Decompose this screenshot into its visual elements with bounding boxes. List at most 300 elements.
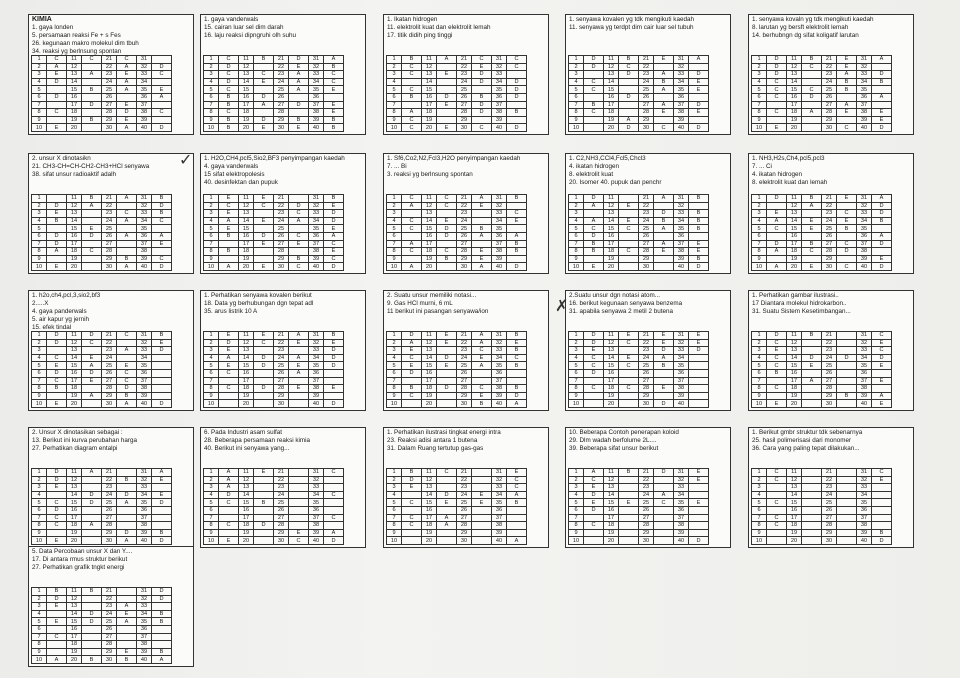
answer-letter (82, 484, 102, 492)
answer-letter: E (472, 491, 492, 499)
subject-title: KIMIA (32, 16, 52, 23)
answer-row (387, 400, 527, 408)
question-note: 2. Suatu unsur memiliki notasi... (387, 292, 477, 299)
question-number: 16 (67, 626, 82, 634)
answer-card (565, 290, 731, 411)
answer-row (569, 94, 709, 102)
question-number: 40 (857, 537, 872, 545)
answer-letter (619, 347, 639, 355)
question-number: 2 (32, 595, 47, 603)
answer-letter (802, 537, 822, 545)
answer-row (204, 392, 344, 400)
answer-letter: D (689, 347, 709, 355)
question-note: 8. elektrolit kuat dan lemah (752, 179, 828, 187)
answer-letter (437, 392, 457, 400)
answer-letter: E (437, 101, 457, 109)
question-number: 30 (102, 263, 117, 271)
answer-letter (802, 522, 822, 530)
answer-letter: C (767, 86, 787, 94)
answer-letter (254, 347, 274, 355)
hand-tick-mark: ✓ (179, 150, 193, 169)
question-number: 38 (674, 109, 689, 117)
answer-letter: A (219, 469, 239, 477)
question-number: 17 (67, 514, 82, 522)
answer-letter: D (47, 332, 67, 340)
answer-row (569, 347, 709, 355)
question-number: 37 (674, 240, 689, 248)
answer-letter (82, 476, 102, 484)
answer-letter (254, 400, 274, 408)
answer-letter: B (324, 195, 344, 203)
answer-letter: C (472, 385, 492, 393)
question-number: 13 (604, 347, 619, 355)
answer-letter (152, 626, 172, 634)
question-number: 38 (492, 248, 507, 256)
question-number: 13 (422, 484, 437, 492)
answer-letter: B (584, 240, 604, 248)
question-number: 29 (102, 116, 117, 124)
question-number: 3 (204, 71, 219, 79)
answer-letter: D (472, 101, 492, 109)
answer-letter: A (472, 339, 492, 347)
answer-letter (872, 514, 892, 522)
answer-row (204, 476, 344, 484)
answer-letter: B (619, 56, 639, 64)
question-number: 35 (137, 618, 152, 626)
answer-letter (507, 116, 527, 124)
question-number: 28 (457, 522, 472, 530)
answer-row (752, 476, 892, 484)
answer-letter: E (219, 332, 239, 340)
question-number: 19 (422, 529, 437, 537)
question-number: 8 (752, 109, 767, 117)
question-number: 14 (422, 491, 437, 499)
question-number: 15 (67, 362, 82, 370)
question-number: 6 (387, 94, 402, 102)
question-number: 7 (204, 377, 219, 385)
answer-letter: B (507, 362, 527, 370)
question-number: 10 (204, 124, 219, 132)
answer-letter: C (507, 63, 527, 71)
answer-row (204, 514, 344, 522)
question-number: 34 (492, 78, 507, 86)
answer-letter (872, 248, 892, 256)
answer-row (569, 537, 709, 545)
question-number: 16 (787, 94, 802, 102)
answer-row (32, 195, 172, 203)
answer-letter (689, 116, 709, 124)
answer-letter: D (767, 240, 787, 248)
answer-letter (437, 400, 457, 408)
question-number: 39 (674, 529, 689, 537)
answer-letter: C (802, 86, 822, 94)
question-number: 31 (674, 469, 689, 477)
answer-letter (117, 507, 137, 515)
answer-letter (472, 529, 492, 537)
question-number: 33 (492, 210, 507, 218)
question-number: 4 (387, 354, 402, 362)
answer-letter (689, 522, 709, 530)
answer-letter: D (472, 109, 492, 117)
question-number: 2 (387, 476, 402, 484)
question-number: 21 (457, 332, 472, 340)
answer-row (32, 469, 172, 477)
answer-letter (802, 71, 822, 79)
question-number: 28 (102, 522, 117, 530)
answer-row (569, 484, 709, 492)
question-number: 3 (569, 210, 584, 218)
question-number: 27 (639, 240, 654, 248)
answer-letter (47, 116, 67, 124)
answer-letter: D (152, 595, 172, 603)
question-number: 38 (137, 385, 152, 393)
answer-letter (254, 514, 274, 522)
question-number: 2 (32, 202, 47, 210)
question-number: 17 (67, 633, 82, 641)
question-number: 20 (67, 124, 82, 132)
answer-letter: C (289, 263, 309, 271)
question-note: 1. gaya londen (32, 24, 74, 32)
answer-letter (437, 86, 457, 94)
question-number: 37 (137, 633, 152, 641)
answer-letter: E (47, 484, 67, 492)
answer-letter (219, 240, 239, 248)
answer-letter (619, 392, 639, 400)
question-number: 30 (639, 263, 654, 271)
answer-letter: C (767, 514, 787, 522)
question-number: 39 (492, 529, 507, 537)
answer-letter: B (837, 392, 857, 400)
answer-letter: C (324, 78, 344, 86)
question-number: 30 (639, 400, 654, 408)
answer-letter: B (689, 225, 709, 233)
question-number: 30 (457, 263, 472, 271)
question-number: 23 (102, 210, 117, 218)
question-number: 35 (309, 86, 324, 94)
question-number: 34 (137, 78, 152, 86)
question-note: 21. CH3-CH=CH-CH2-CH3+HCl senyawa (32, 163, 150, 171)
answer-letter (324, 507, 344, 515)
answer-letter (872, 507, 892, 515)
question-note: 10. Beberapa Contoh penerapan koloid (569, 429, 679, 436)
answer-letter: C (619, 63, 639, 71)
answer-letter: A (289, 354, 309, 362)
answer-letter (289, 347, 309, 355)
answer-letter (437, 507, 457, 515)
answer-row (752, 400, 892, 408)
answer-letter (47, 225, 67, 233)
question-number: 21 (639, 332, 654, 340)
answer-letter: A (689, 56, 709, 64)
answer-letter: C (437, 202, 457, 210)
question-number: 35 (492, 225, 507, 233)
answer-letter (654, 116, 674, 124)
question-number: 24 (457, 78, 472, 86)
question-number: 37 (492, 377, 507, 385)
question-note: 40. Berikut ini senyawa yang... (204, 445, 290, 453)
answer-letter (219, 507, 239, 515)
question-number: 30 (822, 537, 837, 545)
answer-letter (254, 210, 274, 218)
question-note: 39. Beberapa sifat unsur berikut (569, 445, 659, 453)
answer-letter: E (47, 124, 67, 132)
answer-row (204, 116, 344, 124)
answer-row (569, 202, 709, 210)
question-number: 5 (32, 618, 47, 626)
question-number: 20 (604, 124, 619, 132)
answer-letter (802, 529, 822, 537)
question-number: 4 (32, 491, 47, 499)
question-number: 30 (639, 124, 654, 132)
answer-row (32, 263, 172, 271)
answer-letter: C (117, 377, 137, 385)
answer-row (569, 56, 709, 64)
question-number: 12 (787, 339, 802, 347)
answer-letter (289, 507, 309, 515)
question-number: 12 (67, 202, 82, 210)
question-number: 30 (457, 537, 472, 545)
question-number: 31 (492, 195, 507, 203)
answer-letter: A (152, 94, 172, 102)
answer-letter: C (837, 240, 857, 248)
answer-letter (117, 595, 137, 603)
answer-letter: C (507, 56, 527, 64)
question-number: 15 (239, 86, 254, 94)
question-number: 4 (204, 354, 219, 362)
answer-letter (47, 529, 67, 537)
question-number: 35 (137, 362, 152, 370)
answer-letter: C (767, 354, 787, 362)
answer-grid (751, 331, 892, 408)
answer-row (752, 469, 892, 477)
question-number: 8 (752, 248, 767, 256)
question-number: 21 (274, 332, 289, 340)
answer-row (32, 240, 172, 248)
answer-row (32, 248, 172, 256)
question-number: 4 (204, 217, 219, 225)
answer-letter (152, 522, 172, 530)
answer-letter: D (872, 240, 892, 248)
answer-letter (872, 484, 892, 492)
answer-row (569, 514, 709, 522)
question-number: 14 (67, 354, 82, 362)
question-number: 40 (492, 400, 507, 408)
answer-row (32, 63, 172, 71)
answer-card (28, 290, 194, 411)
answer-letter: C (472, 56, 492, 64)
answer-letter: E (324, 339, 344, 347)
answer-row (32, 618, 172, 626)
answer-letter: E (767, 124, 787, 132)
answer-grid (203, 194, 344, 271)
answer-row (387, 248, 527, 256)
answer-letter: B (82, 195, 102, 203)
answer-row (32, 78, 172, 86)
answer-letter: B (219, 101, 239, 109)
answer-letter: D (507, 124, 527, 132)
answer-letter: C (254, 339, 274, 347)
question-number: 26 (639, 507, 654, 515)
question-number: 12 (787, 476, 802, 484)
question-note: 35. arus listrik 10 A (204, 308, 258, 316)
answer-letter (254, 507, 274, 515)
question-number: 32 (674, 476, 689, 484)
answer-row (32, 648, 172, 656)
answer-letter (837, 94, 857, 102)
question-number: 29 (639, 529, 654, 537)
question-number: 38 (137, 248, 152, 256)
question-number: 19 (604, 255, 619, 263)
answer-row (752, 529, 892, 537)
question-number: 34 (674, 354, 689, 362)
question-number: 11 (67, 195, 82, 203)
answer-row (204, 86, 344, 94)
question-number: 8 (569, 109, 584, 117)
question-note: 27. Perhatikan diagram entalpi (32, 445, 118, 453)
question-number: 26 (102, 94, 117, 102)
answer-row (569, 354, 709, 362)
question-number: 32 (309, 202, 324, 210)
answer-letter (254, 63, 274, 71)
question-number: 14 (787, 491, 802, 499)
answer-letter: E (152, 476, 172, 484)
answer-row (387, 537, 527, 545)
answer-card (28, 427, 194, 548)
question-number: 38 (137, 109, 152, 117)
question-number: 38 (674, 248, 689, 256)
question-number: 33 (137, 347, 152, 355)
question-number: 15 (239, 225, 254, 233)
answer-letter (689, 484, 709, 492)
question-number: 4 (569, 491, 584, 499)
answer-letter (117, 588, 137, 596)
question-number: 31 (309, 469, 324, 477)
question-number: 3 (752, 71, 767, 79)
answer-row (204, 225, 344, 233)
question-number: 22 (102, 339, 117, 347)
answer-letter: E (837, 195, 857, 203)
answer-letter (619, 109, 639, 117)
question-number: 36 (309, 507, 324, 515)
question-number: 20 (67, 537, 82, 545)
answer-row (204, 362, 344, 370)
question-number: 35 (492, 86, 507, 94)
answer-letter: B (507, 385, 527, 393)
question-number: 12 (422, 476, 437, 484)
answer-row (387, 476, 527, 484)
answer-letter (619, 377, 639, 385)
answer-row (387, 347, 527, 355)
question-note: 23. Reaksi adisi antara 1 butena (387, 437, 478, 445)
question-number: 40 (857, 124, 872, 132)
question-number: 34 (309, 354, 324, 362)
question-number: 40 (857, 400, 872, 408)
answer-letter (47, 641, 67, 649)
question-number: 7 (752, 514, 767, 522)
answer-row (752, 124, 892, 132)
answer-row (569, 255, 709, 263)
answer-letter (767, 116, 787, 124)
question-number: 11 (604, 56, 619, 64)
answer-letter (402, 507, 422, 515)
answer-letter: E (654, 109, 674, 117)
question-number: 17 (239, 101, 254, 109)
answer-row (752, 63, 892, 71)
answer-letter (507, 202, 527, 210)
question-number: 10 (32, 400, 47, 408)
answer-letter: E (584, 484, 604, 492)
answer-letter: C (47, 354, 67, 362)
answer-letter (507, 529, 527, 537)
answer-letter: B (654, 78, 674, 86)
question-number: 33 (674, 71, 689, 79)
answer-letter (47, 347, 67, 355)
question-number: 9 (387, 529, 402, 537)
question-number: 20 (787, 263, 802, 271)
answer-letter (289, 469, 309, 477)
question-number: 17 (422, 240, 437, 248)
question-number: 34 (309, 78, 324, 86)
question-number: 37 (309, 514, 324, 522)
question-number: 21 (102, 56, 117, 64)
answer-letter: D (254, 233, 274, 241)
question-number: 39 (137, 116, 152, 124)
answer-grid (203, 468, 344, 545)
answer-card (565, 427, 731, 548)
question-number: 21 (274, 195, 289, 203)
question-number: 38 (309, 522, 324, 530)
question-number: 19 (604, 116, 619, 124)
answer-row (204, 469, 344, 477)
answer-letter (254, 529, 274, 537)
answer-letter (47, 626, 67, 634)
answer-letter: A (82, 362, 102, 370)
answer-letter: B (402, 94, 422, 102)
answer-row (32, 255, 172, 263)
question-number: 39 (492, 392, 507, 400)
answer-letter: D (837, 248, 857, 256)
question-number: 29 (274, 255, 289, 263)
answer-letter (654, 529, 674, 537)
question-number: 34 (492, 354, 507, 362)
question-number: 13 (604, 210, 619, 218)
answer-letter (802, 124, 822, 132)
answer-letter (654, 263, 674, 271)
answer-row (32, 339, 172, 347)
answer-letter: A (82, 202, 102, 210)
answer-row (569, 63, 709, 71)
answer-letter: D (219, 491, 239, 499)
question-note: 1. C2,NH3,CCl4,Fcl5,Chcl3 (569, 155, 646, 162)
answer-letter: A (654, 354, 674, 362)
question-number: 32 (137, 595, 152, 603)
question-number: 24 (102, 354, 117, 362)
answer-letter: D (872, 354, 892, 362)
question-number: 6 (32, 626, 47, 634)
answer-letter: C (324, 240, 344, 248)
question-number: 39 (137, 529, 152, 537)
answer-letter: B (219, 124, 239, 132)
question-number: 28 (274, 109, 289, 117)
question-number: 36 (492, 507, 507, 515)
answer-letter: A (117, 195, 137, 203)
answer-letter: A (654, 101, 674, 109)
answer-letter (82, 240, 102, 248)
answer-letter: C (872, 469, 892, 477)
answer-letter: E (802, 362, 822, 370)
question-number: 33 (857, 71, 872, 79)
answer-letter (619, 240, 639, 248)
